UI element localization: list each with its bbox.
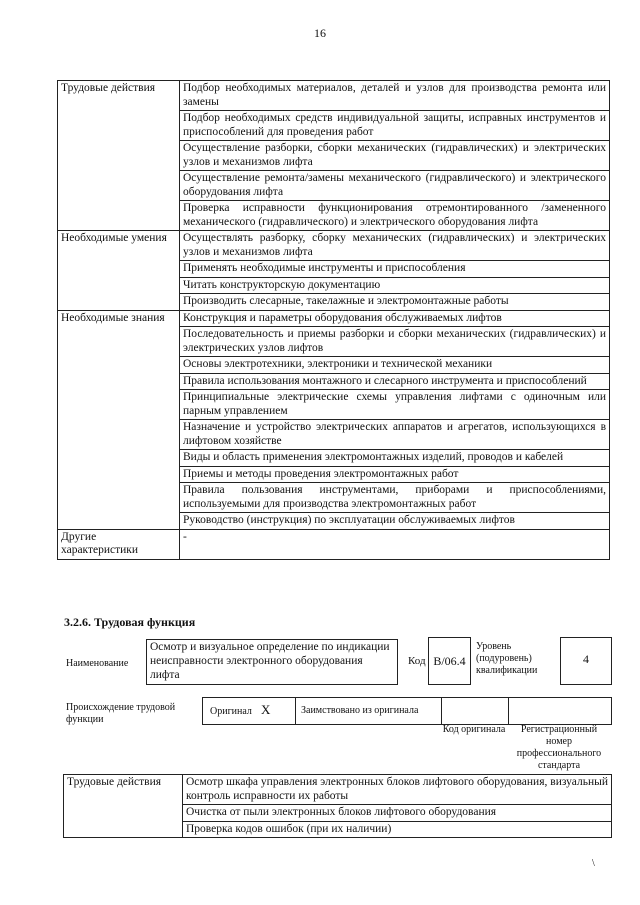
table-cell: Читать конструкторскую документацию [180,277,610,294]
table-row [58,81,610,111]
table-row [58,529,610,559]
table-cell: Проверка исправности функционирования отремонтированного /замененного механического (гидравлического) и электрического оборудования лифта [180,201,610,231]
code-label: Код [408,655,426,667]
table-cell: Приемы и методы проведения электромонтажных работ [180,466,610,483]
corner-mark: \ [592,858,595,869]
original-label: Оригинал [210,706,252,717]
row-group-label: Необходимые умения [58,231,180,311]
borrowed-cell [295,697,442,725]
labor-function-table [57,80,610,560]
section-title: 3.2.6. Трудовая функция [64,615,196,629]
origin-label: Происхождение трудовой функции [66,702,176,725]
row-group-label: Трудовые действия [64,775,183,838]
table-cell: Применять необходимые инструменты и приспособления [180,261,610,278]
table-cell: Последовательность и приемы разборки и сборки механических (гидравлических) и электрических узлов лифтов [180,327,610,357]
level-label: Уровень (подуровень) квалификации [476,641,538,676]
reg-number-label: Регистрационный номер профессионального стандарта [516,724,602,771]
code-value: B/06.4 [428,637,471,685]
table-cell: Подбор необходимых материалов, деталей и узлов для производства ремонта или замены [180,81,610,111]
table-cell: Осуществлять разборку, сборку механических (гидравлических) и электрических узлов и механизмов лифта [180,231,610,261]
table-cell: Правила пользования инструментами, приборами и приспособлениями, используемыми для производства электромонтажных работ [180,483,610,513]
table-cell: Конструкция и параметры оборудования обслуживаемых лифтов [180,310,610,327]
original-mark: X [261,702,271,717]
labor-actions-table [63,774,612,838]
orig-code-label: Код оригинала [442,724,506,735]
table-row [64,775,612,805]
table-cell: Проверка кодов ошибок (при их наличии) [183,821,612,838]
table-cell: Производить слесарные, такелажные и электромонтажные работы [180,294,610,311]
table-cell: Правила использования монтажного и слесарного инструмента и приспособлений [180,373,610,390]
original-cell [202,697,296,725]
table-cell: Руководство (инструкция) по эксплуатации обслуживаемых лифтов [180,513,610,530]
table-cell: Виды и область применения электромонтажных изделий, проводов и кабелей [180,450,610,467]
name-label: Наименование [66,658,129,669]
name-value: Осмотр и визуальное определение по индикации неисправности электронного оборудования лифта [146,639,398,685]
table-cell: Осуществление разборки, сборки механических (гидравлических) и электрических узлов и механизмов лифта [180,141,610,171]
row-group-label: Необходимые знания [58,310,180,529]
table-cell: Осуществление ремонта/замены механического (гидравлического) и электрического оборудования лифта [180,171,610,201]
table-cell: Подбор необходимых средств индивидуальной защиты, исправных инструментов и приспособлений для проведения работ [180,111,610,141]
table-cell: Осмотр шкафа управления электронных блоков лифтового оборудования, визуальный контроль исправности их работы [183,775,612,805]
row-group-label: Трудовые действия [58,81,180,231]
table-row [58,310,610,327]
table-cell: Назначение и устройство электрических аппаратов и агрегатов, использующихся в лифтовом хозяйстве [180,420,610,450]
page-number: 16 [314,26,326,40]
orig-code-cell [441,697,509,725]
table-row [58,231,610,261]
borrowed-label: Заимствовано из оригинала [301,705,419,716]
table-cell: Основы электротехники, электроники и технической механики [180,357,610,374]
level-value: 4 [560,637,612,685]
row-group-label: Другие характеристики [58,529,180,559]
table-cell: Очистка от пыли электронных блоков лифтового оборудования [183,805,612,822]
reg-number-cell [508,697,612,725]
table-cell: Принципиальные электрические схемы управления лифтами с одиночным или парным управлением [180,390,610,420]
table-cell: - [180,529,610,559]
